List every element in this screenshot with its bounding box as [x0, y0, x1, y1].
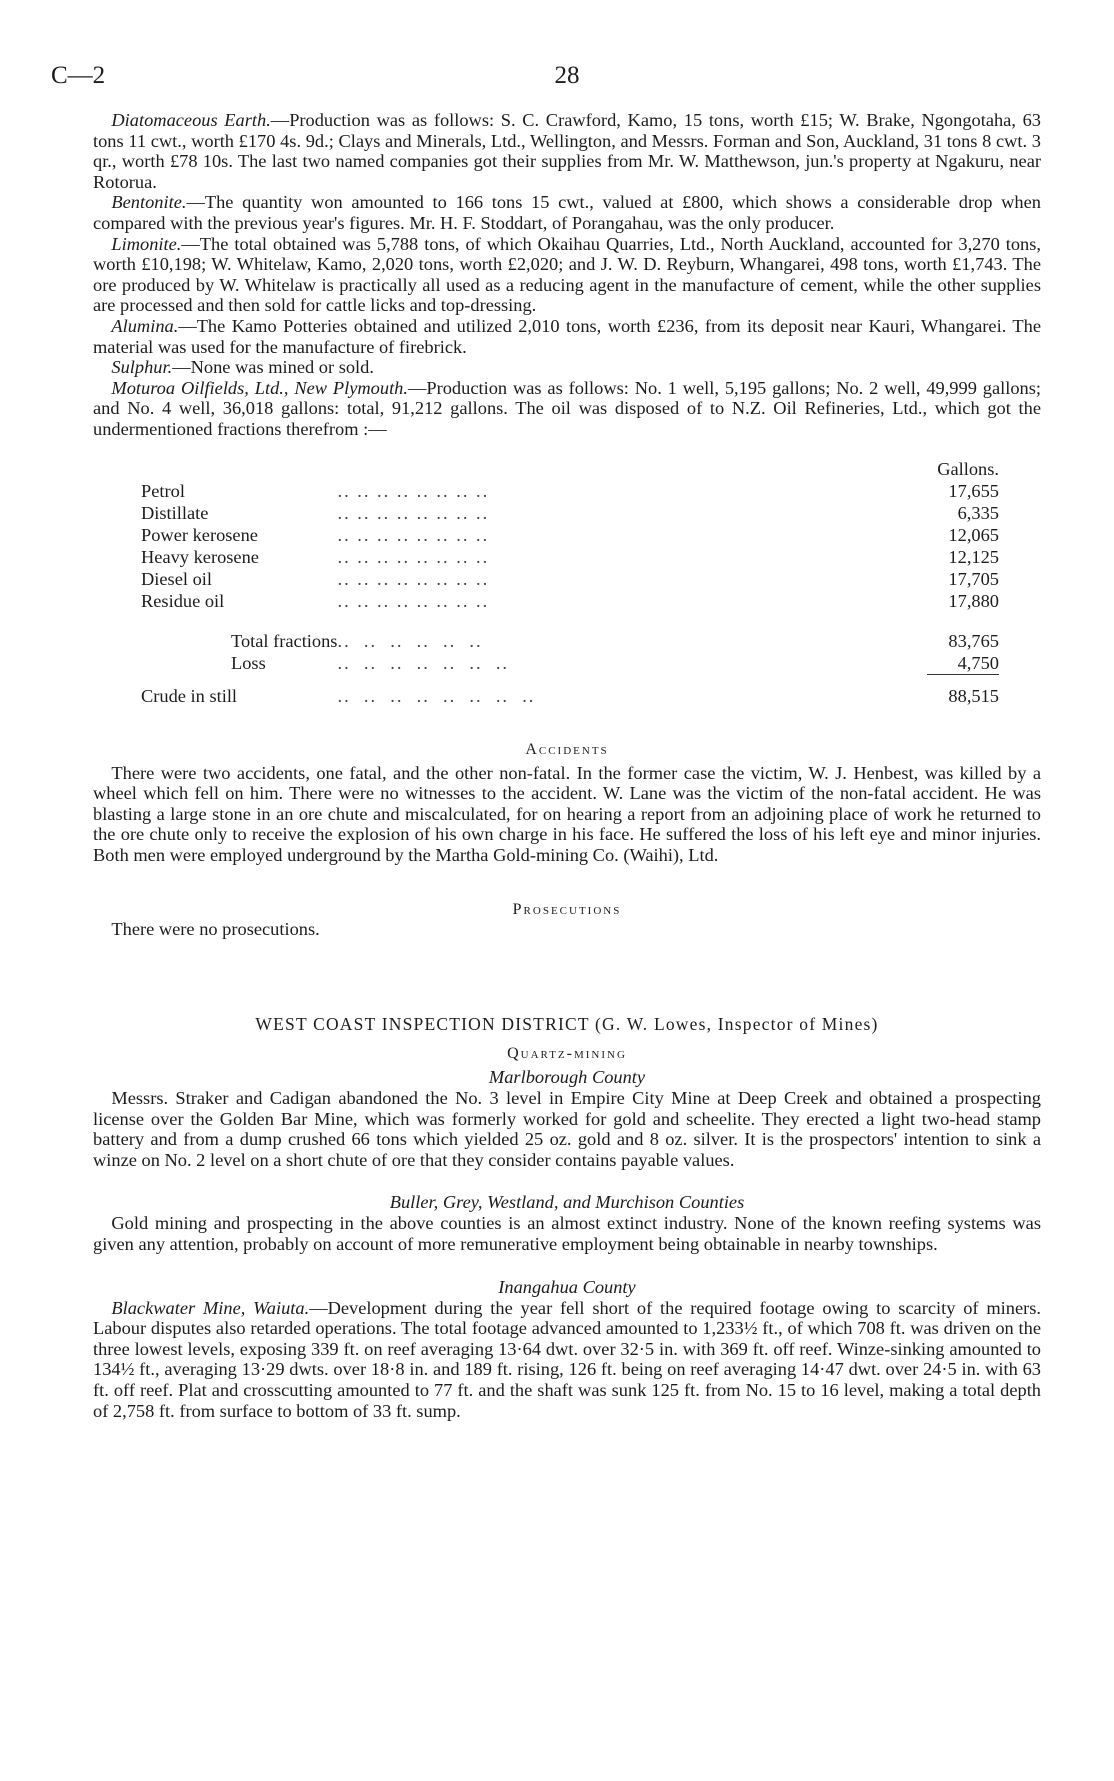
leader-dots: .. .. .. .. .. .. .. ..	[337, 546, 490, 567]
table-row	[141, 568, 999, 590]
paragraph-text: —The quantity won amounted to 166 tons 15 cwt., valued at £800, which shows a considerable drop when compared with the previous year's figures. Mr. H. F. Stoddart, of Porangahau, was the only producer.	[93, 192, 1041, 233]
leader-dots: .. .. .. .. .. .. ..	[337, 652, 510, 673]
page-number: 28	[554, 62, 580, 89]
crude-value: 88,515	[948, 685, 999, 706]
leader-dots: .. .. .. .. .. .. .. ..	[337, 524, 490, 545]
table-row	[141, 546, 999, 568]
paragraph-text: —The total obtained was 5,788 tons, of which Okaihau Quarries, Ltd., North Auckland, accounted for 3,270 tons, worth £10,198; W. Whitelaw, Kamo, 2,020 tons, worth £2,020; and J. W. D. Reyburn, Whangarei, 498 tons, worth £1,743. The ore produced by W. Whitelaw is practically all used as a reducing agent in the manufacture of cement, while the other supplies are processed and then sold for cattle licks and top-dressing.	[93, 233, 1041, 316]
page-header	[51, 62, 1041, 98]
fraction-value: 17,655	[948, 480, 999, 501]
paragraph-marlborough	[93, 1088, 1041, 1170]
leader-dots: .. .. .. .. .. .. .. ..	[337, 568, 490, 589]
paragraph-title: Limonite.	[111, 233, 182, 254]
total-value: 83,765	[948, 630, 999, 651]
leader-dots: .. .. .. .. .. .. .. ..	[337, 502, 490, 523]
fraction-label: Petrol	[141, 480, 185, 501]
fractions-table	[141, 458, 999, 707]
crude-row	[141, 685, 999, 707]
total-label: Total fractions	[231, 630, 338, 651]
paragraph-bentonite	[93, 192, 1041, 233]
leader-dots: .. .. .. .. .. ..	[337, 630, 483, 651]
paragraph-text: There were two accidents, one fatal, and the other non-fatal. In the former case the victim, W. J. Henbest, was killed by a wheel which fell on him. There were no witnesses to the accident. W. Lane was the victim of the non-fatal accident. He was blasting a large stone in an ore chute and miscalculated, for on hearing a report from an adjoining place of work he returned to the ore chute only to receive the explosion of his own charge in his face. He suffered the loss of his left eye and minor injuries. Both men were employed underground by the Martha Gold-mining Co. (Waihi), Ltd.	[93, 762, 1041, 865]
paragraph-title: Bentonite.	[111, 192, 187, 213]
fraction-label: Heavy kerosene	[141, 546, 259, 567]
paragraph-text: —The Kamo Potteries obtained and utilized 2,010 tons, worth £236, from its deposit near Kauri, Whangarei. The material was used for the manufacture of firebrick.	[93, 315, 1041, 357]
fraction-label: Power kerosene	[141, 524, 258, 545]
fraction-value: 12,065	[948, 524, 999, 545]
marlborough-heading: Marlborough County	[488, 1067, 646, 1088]
paragraph-alumina	[93, 316, 1041, 357]
paragraph-sulphur	[93, 357, 1041, 378]
paragraph-title: Moturoa Oilfields, Ltd., New Plymouth.	[111, 377, 408, 398]
paragraph-text: Messrs. Straker and Cadigan abandoned the No. 3 level in Empire City Mine at Deep Creek and obtained a prospecting license over the Golden Bar Mine, which was formerly worked for gold and scheelite. They erected a light two-head stamp battery and from a dump crushed 66 tons which yielded 25 oz. gold and 8 oz. silver. It is the prospectors' intention to sink a winze on No. 2 level on a short chute of ore that they consider contains payable values.	[93, 1088, 1041, 1170]
paragraph-title: Sulphur.	[111, 357, 173, 378]
fraction-value: 12,125	[948, 546, 999, 567]
paragraph-text: There were no prosecutions.	[111, 919, 320, 940]
leader-dots: .. .. .. .. .. .. .. ..	[337, 480, 490, 501]
paragraph-text: —Production was as follows: No. 1 well, 5,195 gallons; No. 2 well, 49,999 gallons; and No. 4 well, 36,018 gallons: total, 91,212 gallons. The oil was disposed of to N.Z. Oil Refineries, Ltd., which got the undermentioned fractions therefrom :—	[93, 377, 1041, 439]
table-row	[141, 524, 999, 546]
inangahua-heading: Inangahua County	[498, 1276, 636, 1297]
paragraph-title: Alumina.	[111, 315, 179, 336]
total-row	[141, 630, 999, 652]
crude-label: Crude in still	[141, 685, 238, 706]
fractions-unit-row	[141, 458, 999, 480]
fraction-label: Diesel oil	[141, 568, 212, 589]
loss-value: 4,750	[957, 652, 999, 673]
table-row	[141, 480, 999, 502]
paragraph-diatomaceous	[93, 110, 1041, 192]
paragraph-limonite	[93, 234, 1041, 316]
buller-heading: Buller, Grey, Westland, and Murchison Counties	[389, 1192, 745, 1213]
table-row	[141, 502, 999, 524]
paragraph-text: —None was mined or sold.	[172, 357, 374, 378]
paragraph-text: —Development during the year fell short of the required footage owing to scarcity of miners. Labour disputes also retarded operations. The total footage advanced amounted to 1,233½ ft., of which 708 ft. was driven on the three lowest levels, exposing 339 ft. on reef averaging 13·64 dwt. over 32·5 in. with 369 ft. off reef. Winze-sinking amounted to 134½ ft., averaging 13·29 dwts. over 18·8 in. and 189 ft. rising, 126 ft. being on reef averaging 14·47 dwt. over 24·5 in. with 63 ft. off reef. Plat and crosscutting amounted to 77 ft. and the shaft was sunk 125 ft. from No. 15 to 16 level, making a total depth of 2,758 ft. from surface to bottom of 33 ft. sump.	[93, 1297, 1041, 1421]
paragraph-prosecutions	[93, 919, 1041, 940]
table-row	[141, 590, 999, 612]
loss-row	[141, 652, 999, 674]
paragraph-title: Diatomaceous Earth.	[111, 110, 271, 130]
paragraph-text: Gold mining and prospecting in the above counties is an almost extinct industry. None of the known reefing systems was given any attention, probably on account of more remunerative employment being obtainable in nearby townships.	[93, 1213, 1041, 1255]
accidents-heading: Accidents	[525, 740, 609, 758]
paragraph-moturoa	[93, 378, 1041, 440]
document-code: C—2	[51, 62, 106, 89]
paragraph-blackwater	[93, 1298, 1041, 1422]
loss-label: Loss	[231, 652, 266, 673]
fractions-unit: Gallons.	[937, 458, 999, 479]
paragraph-accidents	[93, 763, 1041, 866]
district-heading: WEST COAST INSPECTION DISTRICT (G. W. Lowes, Inspector of Mines)	[255, 1014, 879, 1035]
prosecutions-heading: Prosecutions	[512, 901, 622, 919]
paragraph-buller	[93, 1213, 1041, 1254]
leader-dots: .. .. .. .. .. .. .. ..	[337, 590, 490, 611]
leader-dots: .. .. .. .. .. .. .. ..	[337, 685, 536, 706]
paragraph-text: —Production was as follows: S. C. Crawford, Kamo, 15 tons, worth £15; W. Brake, Ngongotaha, 63 tons 11 cwt., worth £170 4s. 9d.; Clays and Minerals, Ltd., Wellington, and Messrs. Forman and Son, Auckland, 31 tons 8 cwt. 3 qr., worth £78 10s. The last two named companies got their supplies from Mr. W. Matthewson, jun.'s property at Ngakuru, near Rotorua.	[93, 110, 1042, 192]
quartz-mining-heading: Quartz-mining	[507, 1045, 627, 1063]
fraction-value: 17,705	[948, 568, 999, 589]
document-page	[51, 62, 1042, 1421]
fraction-value: 6,335	[957, 502, 999, 523]
fraction-label: Distillate	[141, 502, 209, 523]
fraction-value: 17,880	[948, 590, 999, 611]
paragraph-title: Blackwater Mine, Waiuta.	[111, 1297, 310, 1318]
fraction-label: Residue oil	[141, 590, 225, 611]
